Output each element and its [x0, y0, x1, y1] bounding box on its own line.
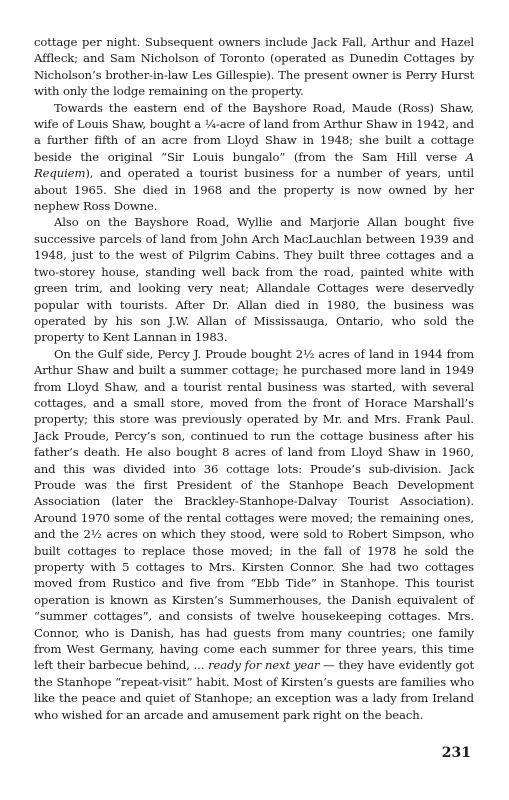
- paragraph-4-text-a: On the Gulf side, Percy J. Proude bought 2½ acres of land in 1944 from Arthur Shaw and built a summer cottage; he purchased more land in 1949 from Lloyd Shaw, and a tourist rental business was started, with several cottages, and a small store, moved from the front of Horace Marshall’s property; this store was previously operated by Mr. and Mrs. Frank Paul. Jack Proude, Percy’s son, continued to run the cottage business after his father’s death. He also bought 8 acres of land from Lloyd Shaw in 1960, and this was divided into 36 cottage lots: Proude’s sub-division. Jack Proude was the first President of the Stanhope Beach Development Association (later the Brackley-Stanhope-Dalvay Tourist Association). Around 1970 some of the rental cottages were moved; the remaining ones, and the 2½ acres on which they stood, were sold to Robert Simpson, who built cottages to replace those moved; in the fall of 1978 he sold the property with 5 cottages to Mrs. Kirsten Connor. She had two cottages moved from Rustico and five from “Ebb Tide” in Stanhope. This tourist operation is known as Kirsten’s Summerhouses, the Danish equivalent of “summer cottages”, and consists of twelve housekeeping cottages. Mrs. Connor, who is Danish, has had guests from many countries; one family from West Germany, having come each summer for three years, this time left their barbecue behind, ...: [34, 346, 474, 673]
- paragraph-2-italic-title: A Requiem: [34, 149, 474, 181]
- paragraph-2-text-a: Towards the eastern end of the Bayshore Road, Maude (Ross) Shaw, wife of Louis Shaw, bought a ¼-acre of land from Arthur Shaw in 1942, and a further fifth of an acre from Lloyd Shaw in 1948; she built a cottage beside the original “Sir Louis bungalo” (from the Sam Hill verse: [34, 100, 474, 164]
- paragraph-3: [34, 214, 474, 345]
- paragraph-4-text-b: — they have evidently got the Stanhope “repeat-visit” habit. Most of Kirsten’s guests are families who like the peace and quiet of Stanhope; an exception was a lady from Ireland who wished for an arcade and amusement park right on the beach.: [34, 658, 475, 722]
- paragraph-4: [34, 346, 474, 723]
- paragraph-2-text-b: ), and operated a tourist business for a number of years, until about 1965. She died in 1968 and the property is now owned by her nephew Ross Downe.: [34, 166, 474, 214]
- page-number: 231: [441, 745, 471, 761]
- paragraph-4-italic-phrase: ready for next year: [208, 658, 320, 673]
- paragraph-1: [34, 34, 474, 100]
- paragraph-3-text: Also on the Bayshore Road, Wyllie and Marjorie Allan bought five successive parcels of land from John Arch MacLauchlan between 1939 and 1948, just to the west of Pilgrim Cabins. They built three cottages and a two-storey house, standing well back from the road, painted white with green trim, and looking very neat; Allandale Cottages were deservedly popular with tourists. After Dr. Allan died in 1980, the business was operated by his son J.W. Allan of Mississauga, Ontario, who sold the property to Kent Lannan in 1983.: [34, 215, 474, 345]
- paragraph-2: [34, 100, 474, 215]
- page-body: [34, 34, 474, 723]
- paragraph-1-text: cottage per night. Subsequent owners include Jack Fall, Arthur and Hazel Affleck; and Sam Nicholson of Toronto (operated as Dunedin Cottages by Nicholson’s brother-in-law Les Gillespie). The present owner is Perry Hurst with only the lodge remaining on the property.: [34, 35, 474, 99]
